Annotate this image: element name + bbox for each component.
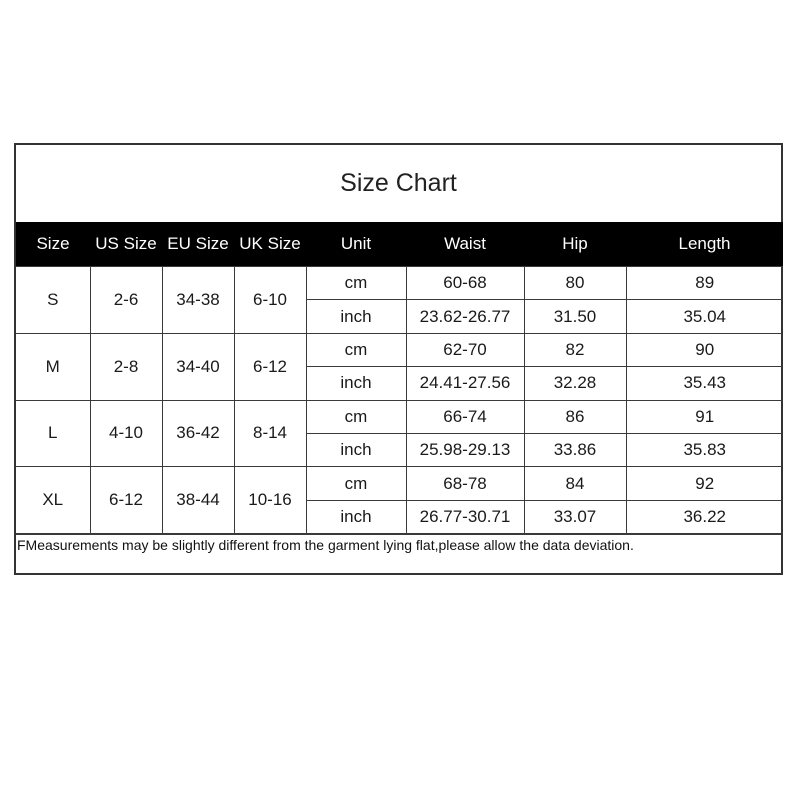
cell-length: 35.83 (626, 433, 783, 466)
cell-uk-size: 8-14 (234, 400, 306, 467)
header-size: Size (16, 222, 90, 267)
cell-us-size: 6-12 (90, 467, 162, 534)
cell-waist: 68-78 (406, 467, 524, 500)
header-uk-size: UK Size (234, 222, 306, 267)
table-row (16, 333, 783, 366)
cell-size: S (16, 267, 90, 334)
cell-uk-size: 10-16 (234, 467, 306, 534)
measurement-note: FMeasurements may be slightly different from the garment lying flat,please allow the data deviation. (16, 534, 781, 553)
cell-unit: cm (306, 267, 406, 300)
header-eu-size: EU Size (162, 222, 234, 267)
header-unit: Unit (306, 222, 406, 267)
cell-hip: 32.28 (524, 367, 626, 400)
cell-waist: 62-70 (406, 333, 524, 366)
cell-hip: 31.50 (524, 300, 626, 333)
cell-length: 36.22 (626, 500, 783, 533)
cell-us-size: 4-10 (90, 400, 162, 467)
chart-title: Size Chart (340, 169, 457, 197)
cell-unit: inch (306, 433, 406, 466)
cell-length: 35.43 (626, 367, 783, 400)
header-waist: Waist (406, 222, 524, 267)
cell-waist: 23.62-26.77 (406, 300, 524, 333)
cell-unit: inch (306, 500, 406, 533)
cell-unit: cm (306, 467, 406, 500)
cell-eu-size: 34-40 (162, 333, 234, 400)
cell-hip: 86 (524, 400, 626, 433)
cell-length: 89 (626, 267, 783, 300)
cell-uk-size: 6-12 (234, 333, 306, 400)
cell-length: 35.04 (626, 300, 783, 333)
header-hip: Hip (524, 222, 626, 267)
cell-waist: 66-74 (406, 400, 524, 433)
cell-waist: 25.98-29.13 (406, 433, 524, 466)
size-table (16, 222, 783, 534)
cell-unit: inch (306, 300, 406, 333)
cell-length: 92 (626, 467, 783, 500)
cell-uk-size: 6-10 (234, 267, 306, 334)
cell-eu-size: 34-38 (162, 267, 234, 334)
cell-length: 91 (626, 400, 783, 433)
cell-length: 90 (626, 333, 783, 366)
cell-size: L (16, 400, 90, 467)
table-row (16, 267, 783, 300)
cell-hip: 84 (524, 467, 626, 500)
header-us-size: US Size (90, 222, 162, 267)
cell-waist: 24.41-27.56 (406, 367, 524, 400)
cell-waist: 60-68 (406, 267, 524, 300)
cell-eu-size: 38-44 (162, 467, 234, 534)
header-row (16, 222, 783, 267)
size-chart (14, 143, 783, 575)
cell-unit: inch (306, 367, 406, 400)
cell-size: XL (16, 467, 90, 534)
cell-us-size: 2-8 (90, 333, 162, 400)
cell-eu-size: 36-42 (162, 400, 234, 467)
cell-unit: cm (306, 400, 406, 433)
cell-size: M (16, 333, 90, 400)
cell-unit: cm (306, 333, 406, 366)
cell-hip: 33.07 (524, 500, 626, 533)
table-row (16, 467, 783, 500)
cell-waist: 26.77-30.71 (406, 500, 524, 533)
cell-hip: 82 (524, 333, 626, 366)
cell-hip: 80 (524, 267, 626, 300)
header-length: Length (626, 222, 783, 267)
table-row (16, 400, 783, 433)
cell-hip: 33.86 (524, 433, 626, 466)
cell-us-size: 2-6 (90, 267, 162, 334)
